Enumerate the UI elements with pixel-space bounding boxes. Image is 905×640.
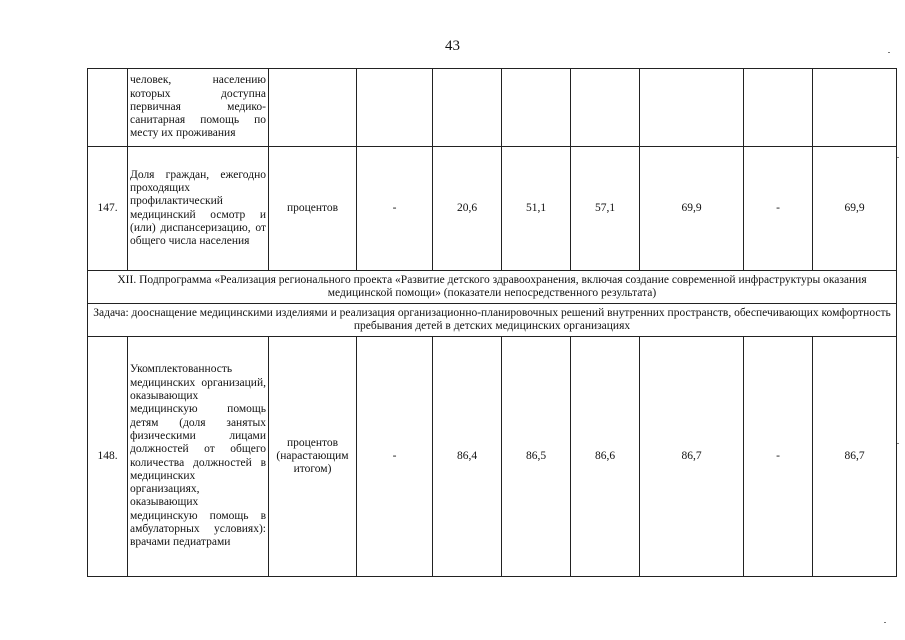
value-cell: [357, 69, 433, 147]
value-cell: 86,4: [433, 337, 502, 577]
unit-cell: процентов (нарастающим итогом): [269, 337, 357, 577]
task-heading: Задача: дооснащение медицинскими изделиями и реализация организационно-планировочных решений внутренних пространств, обеспечивающих комфортность пребывания детей в детских медицинских организациях: [88, 304, 897, 337]
subprogram-heading: XII. Подпрограмма «Реализация регионального проекта «Развитие детского здравоохранения, включая создание современной инфраструктуры оказания медицинской помощи» (показатели непосредственного результата): [88, 271, 897, 304]
table-row: [88, 337, 897, 577]
value-cell: [502, 69, 571, 147]
value-cell: [813, 69, 897, 147]
value-cell: 20,6: [433, 147, 502, 271]
indicator-name: человек, населению которых доступна первичная медико-санитарная помощь по месту их проживания: [128, 69, 269, 147]
unit-cell: процентов: [269, 147, 357, 271]
indicator-name: Доля граждан, ежегодно проходящих профилактический медицинский осмотр и (или) диспансеризацию, от общего числа населения: [128, 147, 269, 271]
value-cell: -: [357, 337, 433, 577]
scan-mark: [884, 622, 886, 623]
value-cell: 86,7: [813, 337, 897, 577]
value-cell: 69,9: [813, 147, 897, 271]
value-cell: [433, 69, 502, 147]
value-cell: 69,9: [640, 147, 744, 271]
row-number: 147.: [88, 147, 128, 271]
scan-mark: [897, 443, 899, 444]
value-cell: 86,6: [571, 337, 640, 577]
scan-mark: [897, 157, 899, 158]
table-row: [88, 69, 897, 147]
row-number: [88, 69, 128, 147]
page-number: 43: [445, 38, 460, 54]
scan-mark: [888, 52, 890, 53]
row-number: 148.: [88, 337, 128, 577]
value-cell: [571, 69, 640, 147]
value-cell: 51,1: [502, 147, 571, 271]
value-cell: -: [744, 337, 813, 577]
table-row: [88, 147, 897, 271]
unit-cell: [269, 69, 357, 147]
section-row: [88, 304, 897, 337]
value-cell: -: [744, 147, 813, 271]
value-cell: [640, 69, 744, 147]
value-cell: 86,7: [640, 337, 744, 577]
section-row: [88, 271, 897, 304]
value-cell: 86,5: [502, 337, 571, 577]
indicator-name: Укомплектованность медицинских организаций, оказывающих медицинскую помощь детям (доля занятых физическими лицами должностей от общего количества должностей в медицинских организациях, оказывающих медицинскую помощь в амбулаторных условиях): врачами педиатрами: [128, 337, 269, 577]
indicators-table: [87, 68, 897, 577]
value-cell: [744, 69, 813, 147]
value-cell: -: [357, 147, 433, 271]
value-cell: 57,1: [571, 147, 640, 271]
